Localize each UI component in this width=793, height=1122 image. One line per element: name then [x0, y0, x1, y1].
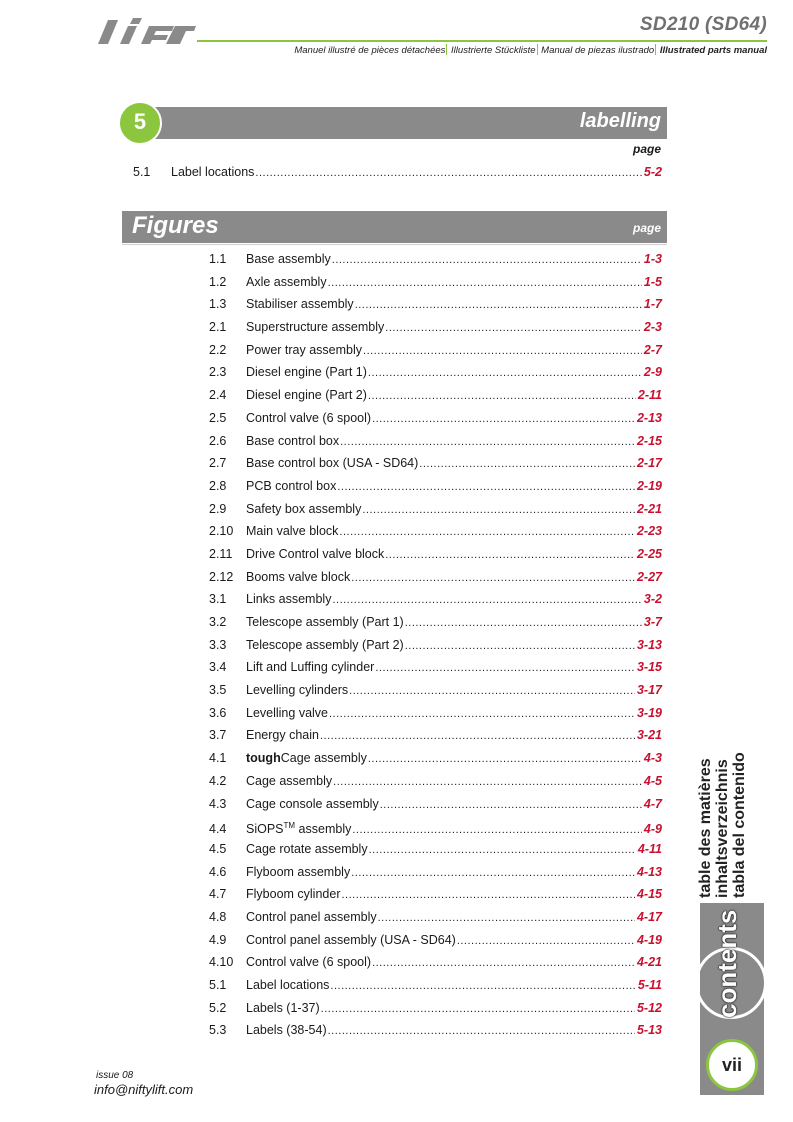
entry-number: 2.4 — [209, 388, 227, 403]
figures-title: Figures — [132, 212, 219, 239]
entry-number: 3.4 — [209, 660, 227, 675]
leader-dots — [337, 476, 635, 499]
leader-dots — [341, 884, 634, 907]
entry-page: 2-23 — [636, 524, 662, 539]
entry-label-text: Flyboom cylinder — [246, 887, 341, 902]
entry-label-text: Telescope assembly (Part 1) — [246, 615, 404, 629]
entry-number: 1.1 — [209, 252, 227, 266]
figure-entry[interactable] — [209, 1019, 662, 1042]
entry-page: 2-25 — [636, 546, 662, 561]
figure-entry[interactable] — [209, 498, 662, 521]
entry-page: 1-7 — [643, 297, 662, 312]
entry-number: 3.7 — [209, 728, 227, 743]
leader-dots — [362, 499, 635, 522]
entry-label — [246, 1019, 327, 1042]
entry-label — [246, 770, 332, 793]
entry-number: 1.2 — [209, 274, 227, 289]
entry-number: 4.9 — [209, 932, 227, 947]
leader-dots — [333, 771, 642, 794]
entry-label — [246, 929, 456, 952]
entry-label-text: Booms valve block — [246, 569, 351, 584]
entry-label-text: Levelling valve — [246, 705, 328, 720]
entry-page: 2-19 — [636, 478, 662, 493]
figure-entry[interactable] — [209, 248, 662, 271]
entry-label-text: Energy chain — [246, 728, 319, 743]
entry-label — [246, 793, 379, 816]
entry-page: 4-3 — [643, 751, 662, 766]
entry-label — [246, 520, 338, 543]
leader-dots — [372, 408, 635, 431]
entry-label — [246, 430, 339, 453]
entry-label-text: Labels (1-37) — [246, 1000, 320, 1015]
entry-page: 3-21 — [636, 728, 662, 743]
entry-label — [246, 588, 331, 611]
leader-dots — [368, 362, 642, 385]
entry-number: 2.11 — [209, 546, 233, 561]
leader-dots — [355, 294, 642, 317]
entry-label — [246, 248, 331, 271]
entry-number: 2.12 — [209, 569, 234, 584]
entry-label-text: Lift and Luffing cylinder — [246, 660, 375, 675]
figure-entry[interactable] — [209, 634, 662, 657]
entry-page: 4-7 — [643, 796, 662, 811]
entry-label-text: Main valve block — [246, 524, 339, 539]
entry-page: 1-5 — [643, 274, 662, 289]
lang-es: Manual de piezas ilustrado — [541, 45, 655, 56]
entry-page: 4-5 — [643, 773, 662, 788]
entry-number: 4.7 — [209, 887, 227, 902]
entry-label-text: Flyboom assembly — [246, 864, 351, 879]
figures-banner — [122, 211, 667, 243]
entry-page: 2-15 — [636, 433, 662, 448]
entry-label-text: SiOPS — [246, 822, 284, 837]
leader-dots — [363, 340, 642, 363]
figure-entry[interactable] — [209, 793, 662, 816]
entry-number: 5.2 — [209, 1000, 227, 1015]
entry-label — [246, 566, 350, 589]
entry-page: 4-19 — [636, 932, 662, 947]
entry-label — [246, 316, 384, 339]
entry-number: 4.2 — [209, 773, 227, 788]
figure-entry[interactable] — [209, 951, 662, 974]
figure-entry[interactable] — [209, 883, 662, 906]
figure-entry[interactable] — [209, 316, 662, 339]
entry-number: 2.8 — [209, 478, 227, 493]
leader-dots — [328, 272, 642, 295]
section-banner — [150, 107, 667, 139]
leader-dots — [321, 998, 635, 1021]
entry-label-sup: TM — [283, 821, 296, 831]
leader-dots — [368, 385, 636, 408]
entry-page: 3-19 — [636, 705, 662, 720]
entry-label-bold: tough — [246, 751, 281, 766]
entry-label-text: Telescope assembly (Part 2) — [246, 637, 404, 652]
side-tab-contents: contents — [712, 909, 742, 1018]
leader-dots — [405, 635, 635, 658]
leader-dots — [369, 839, 636, 862]
figure-entry[interactable] — [209, 997, 662, 1020]
entry-page: 2-27 — [636, 569, 662, 584]
figure-entry[interactable] — [209, 475, 662, 498]
entry-label-text: Stabiliser assembly — [246, 297, 354, 312]
issue-label: issue 08 — [96, 1070, 134, 1081]
figure-entry[interactable] — [209, 339, 662, 362]
entry-label-text: Links assembly — [246, 592, 332, 607]
entry-label-text: Base control box — [246, 433, 340, 448]
leader-dots — [351, 567, 635, 590]
leader-dots — [255, 164, 642, 182]
figure-entry[interactable] — [209, 679, 662, 702]
entry-page: 3-17 — [636, 683, 662, 698]
figure-entry[interactable] — [209, 974, 662, 997]
leader-dots — [405, 612, 642, 635]
figure-entry[interactable] — [209, 906, 662, 929]
entry-label — [246, 475, 336, 498]
figures-page-heading: page — [632, 221, 661, 235]
entry-label-text: Diesel engine (Part 2) — [246, 388, 367, 403]
entry-page: 2-7 — [643, 342, 662, 357]
section-page-heading: page — [632, 142, 661, 156]
entry-number: 4.6 — [209, 864, 227, 879]
entry-number: 2.7 — [209, 456, 227, 471]
entry-label-text: Cage rotate assembly — [246, 841, 368, 856]
toc-entry[interactable] — [133, 163, 662, 181]
entry-label-text: Control valve (6 spool) — [246, 410, 372, 425]
entry-page: 2-11 — [637, 388, 662, 403]
entry-label-text: Levelling cylinders — [246, 683, 349, 698]
entry-label-text: Control valve (6 spool) — [246, 955, 372, 970]
figure-entry[interactable] — [209, 271, 662, 294]
figure-entry[interactable] — [209, 815, 662, 838]
leader-dots — [385, 317, 642, 340]
figure-entry[interactable] — [209, 611, 662, 634]
section-title: labelling — [579, 110, 661, 132]
entry-label-text: Cage assembly — [280, 751, 367, 766]
leader-dots — [385, 544, 635, 567]
entry-number: 2.1 — [209, 320, 227, 335]
entry-label-text: Control panel assembly — [246, 909, 377, 924]
entry-number: 3.3 — [209, 637, 227, 652]
lang-en: Illustrated parts manual — [659, 45, 767, 56]
entry-page: 2-21 — [636, 501, 662, 516]
figure-entry[interactable] — [209, 520, 662, 543]
header-rule — [197, 40, 767, 42]
entry-page: 2-17 — [636, 456, 662, 471]
figure-entry[interactable] — [209, 770, 662, 793]
figure-entry[interactable] — [209, 929, 662, 952]
entry-number: 2.6 — [209, 433, 227, 448]
entry-label — [246, 951, 371, 974]
entry-page: 3-2 — [643, 592, 662, 607]
leader-dots — [330, 975, 636, 998]
figure-entry[interactable] — [209, 293, 662, 316]
entry-label — [246, 271, 327, 294]
entry-label: Label locations — [171, 165, 255, 179]
entry-label-text: Diesel engine (Part 1) — [246, 365, 367, 380]
leader-dots — [368, 748, 642, 771]
side-tab-languages — [697, 698, 748, 898]
entry-number: 3.1 — [209, 592, 227, 607]
figures-list — [209, 248, 662, 1042]
leader-dots — [457, 930, 635, 953]
header-languages — [294, 44, 767, 56]
entry-number: 4.5 — [209, 841, 227, 856]
leader-dots — [332, 589, 641, 612]
entry-page: 4-11 — [637, 841, 662, 856]
entry-label — [246, 747, 367, 770]
figure-entry[interactable] — [209, 861, 662, 884]
figure-entry[interactable] — [209, 588, 662, 611]
entry-label — [246, 679, 348, 702]
entry-page: 5-2 — [643, 165, 662, 179]
leader-dots — [351, 862, 635, 885]
entry-page: 5-13 — [636, 1023, 662, 1038]
figure-entry[interactable] — [209, 543, 662, 566]
entry-number: 3.2 — [209, 615, 227, 629]
entry-number: 3.5 — [209, 683, 227, 698]
entry-page: 1-3 — [643, 252, 662, 266]
entry-label — [246, 611, 404, 634]
entry-label — [246, 452, 418, 475]
lift-logo — [94, 14, 196, 48]
document-title: SD210 (SD64) — [639, 14, 767, 35]
entry-page: 2-13 — [636, 410, 662, 425]
entry-label-suffix: assembly — [295, 822, 352, 837]
entry-label-text: Cage assembly — [246, 773, 333, 788]
entry-label-text: Superstructure assembly — [246, 320, 385, 335]
entry-page: 4-9 — [643, 822, 662, 837]
entry-label — [246, 498, 361, 521]
entry-page: 3-13 — [636, 637, 662, 652]
entry-number: 4.3 — [209, 796, 227, 811]
figure-entry[interactable] — [209, 361, 662, 384]
entry-number: 2.3 — [209, 365, 227, 380]
entry-label-text: Cage console assembly — [246, 796, 379, 811]
figure-entry[interactable] — [209, 430, 662, 453]
entry-label-text: Axle assembly — [246, 274, 327, 289]
entry-label-text: Power tray assembly — [246, 342, 363, 357]
entry-label-text: Safety box assembly — [246, 501, 362, 516]
entry-page: 4-15 — [636, 887, 662, 902]
entry-number: 5.1 — [133, 165, 151, 179]
entry-page: 4-13 — [636, 864, 662, 879]
entry-number: 3.6 — [209, 705, 227, 720]
figures-divider — [122, 244, 667, 245]
figure-entry[interactable] — [209, 702, 662, 725]
entry-number: 4.1 — [209, 751, 227, 766]
entry-label — [246, 293, 354, 316]
entry-number: 2.5 — [209, 410, 227, 425]
leader-dots — [375, 657, 635, 680]
figure-entry[interactable] — [209, 452, 662, 475]
page-number: vii — [706, 1039, 758, 1091]
entry-number: 4.4 — [209, 822, 227, 837]
entry-number: 5.3 — [209, 1023, 227, 1038]
lang-de: Illustrierte Stückliste — [451, 45, 536, 56]
entry-label — [246, 543, 384, 566]
entry-label — [246, 974, 329, 997]
figure-entry[interactable] — [209, 656, 662, 679]
entry-label-text: Base assembly — [246, 252, 331, 266]
section-number-badge: 5 — [118, 101, 162, 145]
entry-number: 4.10 — [209, 955, 234, 970]
leader-dots — [320, 725, 635, 748]
entry-number: 1.3 — [209, 297, 227, 312]
side-tab-line-fr: table des matières — [697, 758, 714, 898]
side-tab-line-es: tabla del contenido — [731, 752, 748, 898]
figure-entry[interactable] — [209, 747, 662, 770]
entry-page: 5-11 — [637, 978, 662, 992]
leader-dots — [340, 431, 635, 454]
entry-label-text: Control panel assembly (USA - SD64) — [246, 932, 456, 947]
entry-page: 2-9 — [643, 365, 662, 380]
figure-entry[interactable] — [209, 384, 662, 407]
leader-dots — [329, 703, 635, 726]
entry-page: 4-17 — [636, 909, 662, 924]
leader-dots — [372, 952, 635, 975]
figure-entry[interactable] — [209, 724, 662, 747]
figure-entry[interactable] — [209, 407, 662, 430]
lang-fr: Manuel illustré de pièces détachées — [294, 45, 446, 56]
entry-label — [246, 838, 368, 861]
entry-label — [246, 384, 367, 407]
leader-dots — [339, 521, 635, 544]
leader-dots — [419, 453, 635, 476]
entry-page: 4-21 — [636, 955, 662, 970]
leader-dots — [328, 1020, 635, 1043]
entry-label-text: Labels (38-54) — [246, 1023, 327, 1038]
entry-number: 2.9 — [209, 501, 227, 516]
entry-number: 4.8 — [209, 909, 227, 924]
entry-label — [246, 883, 340, 906]
entry-page: 2-3 — [643, 320, 662, 335]
leader-dots — [380, 794, 642, 817]
entry-label — [246, 361, 367, 384]
entry-label — [246, 997, 320, 1020]
entry-label-text: PCB control box — [246, 478, 337, 493]
entry-label-text: Base control box (USA - SD64) — [246, 456, 419, 471]
entry-page: 3-7 — [643, 615, 662, 629]
entry-number: 5.1 — [209, 978, 227, 992]
entry-label — [246, 407, 371, 430]
entry-label-text: Drive Control valve block — [246, 546, 385, 561]
entry-label — [246, 339, 362, 362]
entry-number: 2.2 — [209, 342, 227, 357]
entry-page: 5-12 — [636, 1000, 662, 1015]
leader-dots — [378, 907, 635, 930]
entry-label-text: Label locations — [246, 978, 330, 992]
figure-entry[interactable] — [209, 838, 662, 861]
contact-email[interactable]: info@niftylift.com — [94, 1082, 194, 1097]
entry-page: 3-15 — [636, 660, 662, 675]
entry-label — [246, 634, 404, 657]
figure-entry[interactable] — [209, 566, 662, 589]
side-tab-line-de: inhaltsverzeichnis — [714, 759, 731, 898]
entry-label — [246, 702, 328, 725]
leader-dots — [332, 249, 642, 272]
entry-label — [246, 656, 374, 679]
leader-dots — [349, 680, 635, 703]
entry-label — [246, 906, 377, 929]
entry-label — [246, 861, 350, 884]
entry-number: 2.10 — [209, 524, 234, 539]
entry-label — [246, 724, 319, 747]
